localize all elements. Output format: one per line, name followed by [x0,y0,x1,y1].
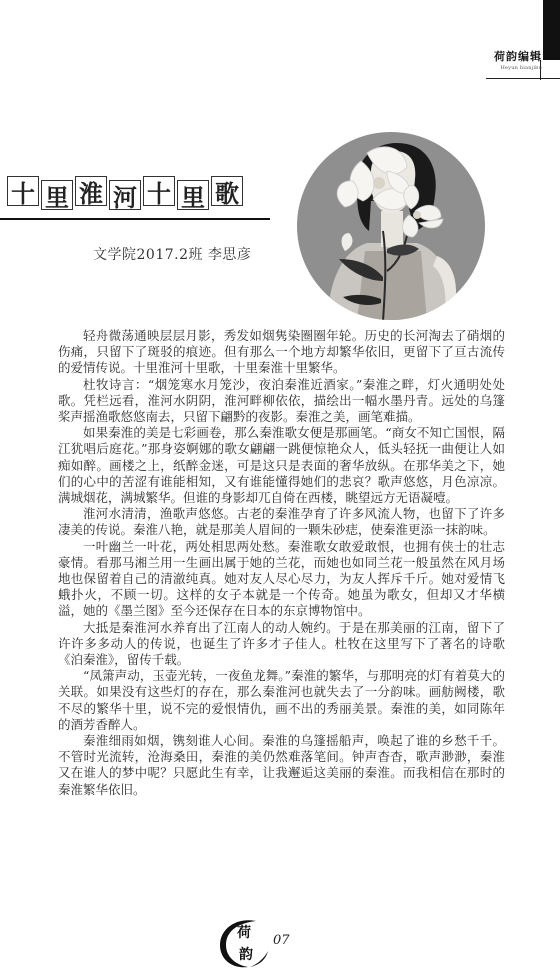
column-pinyin: Heyun bianjibu [500,65,542,71]
column-name: 荷韵编辑 [494,50,542,63]
paragraph: “凤箫声动，玉壶光转，一夜鱼龙舞。”秦淮的繁华，与那明亮的灯有着莫大的关联。如果没有这些灯的存在，那么秦淮河也就失去了一分韵味。画舫阙楼，歌不尽的繁华十里，说不完的爱恨情仇，画不出的秀丽美景。秦淮的美，如同陈年的酒芳香醉人。 [58,668,505,732]
title-char: 十 [7,176,39,206]
heyun-logo [216,915,270,971]
title-char: 里 [177,180,209,210]
column-underline [486,78,560,79]
paragraph: 一叶幽兰一叶花，两处相思两处愁。秦淮歌女敢爱敢恨，也拥有侠士的壮志豪情。看那马湘兰用一生画出属于她的兰花，而她也如同兰花一般虽然在风月场地也保留着自己的清澈纯真。她对友人尽心尽力，为友人挥斥千斤。她对爱情飞蛾扑火，不顾一切。这样的女子本就是一个传奇。她虽为歌女，但却又才华横溢，她的《墨兰图》至今还保存在日本的东京博物馆中。 [58,538,505,619]
title-char: 歌 [211,176,243,206]
paragraph: 淮河水清清，渔歌声悠悠。古老的秦淮孕育了许多风流人物，也留下了许多凄美的传说。秦淮八艳，就是那美人眉间的一颗朱砂痣，使秦淮更添一抹韵味。 [58,506,505,538]
author-byline: 文学院2017.2班 李思彦 [93,247,252,263]
article-title [7,176,243,210]
illustration-woman-with-flowers [287,131,495,321]
title-char: 淮 [75,176,107,206]
paragraph: 大抵是秦淮河水养育出了江南人的动人婉约。于是在那美丽的江南，留下了许许多多动人的传说，也诞生了许多才子佳人。杜牧在这里写下了著名的诗歌《泊秦淮》，留传千载。 [58,619,505,668]
paragraph: 轻舟微荡通映层层月影，秀发如烟隽染圈圈年轮。历史的长河淘去了硝烟的伤痛，只留下了斑驳的痕迹。但有那么一个地方却繁华依旧，更留下了亘古流传的爱情传说。十里淮河十里歌，十里秦淮十里繁华。 [58,328,505,376]
title-rule [0,218,270,220]
page-number: 07 [273,933,290,948]
paragraph: 如果秦淮的美是七彩画卷，那么秦淮歌女便是那画笔。“商女不知亡国恨，隔江犹唱后庭花。”那身姿婀娜的歌女翩翩一跳便惊艳众人，低头轻抚一曲便让人如痴如醉。画楼之上，纸醉金迷，可是这只是表面的奢华放纵。在那华美之下，她们的心中的苦涩有谁能相知，又有谁能懂得她们的悲哀？歌声悠悠，月色凉凉。满城烟花，满城繁华。但谁的身影却兀自倚在西楼，眺望远方无语凝噎。 [58,425,505,506]
title-char: 河 [109,180,141,210]
paragraph: 秦淮细雨如烟，镌刻谁人心间。秦淮的乌篷摇船声，唤起了谁的乡愁千千。不管时光流转，沧海桑田，秦淮的美仍然难落笔间。钟声杳杳，歌声渺渺，秦淮又在谁人的梦中呢？只愿此生有幸，让我邂逅这美丽的秦淮。而我相信在那时的秦淮繁华依旧。 [58,733,505,797]
title-char: 里 [41,180,73,210]
article-body [58,328,505,798]
title-char: 十 [143,176,175,206]
paragraph: 杜牧诗言：“烟笼寒水月笼沙，夜泊秦淮近酒家。”秦淮之畔，灯火通明处处歌。凭栏远看，淮河水阴阴，淮河畔柳依依，描绘出一幅水墨丹青。远处的乌篷桨声摇渔歌悠悠南去，只留下翩黔的夜影。秦淮之美，画笔难描。 [58,376,505,425]
logo-char: 韵 [239,947,253,963]
logo-char: 荷 [237,925,251,941]
column-tag [486,48,542,71]
edge-bar [543,0,560,60]
